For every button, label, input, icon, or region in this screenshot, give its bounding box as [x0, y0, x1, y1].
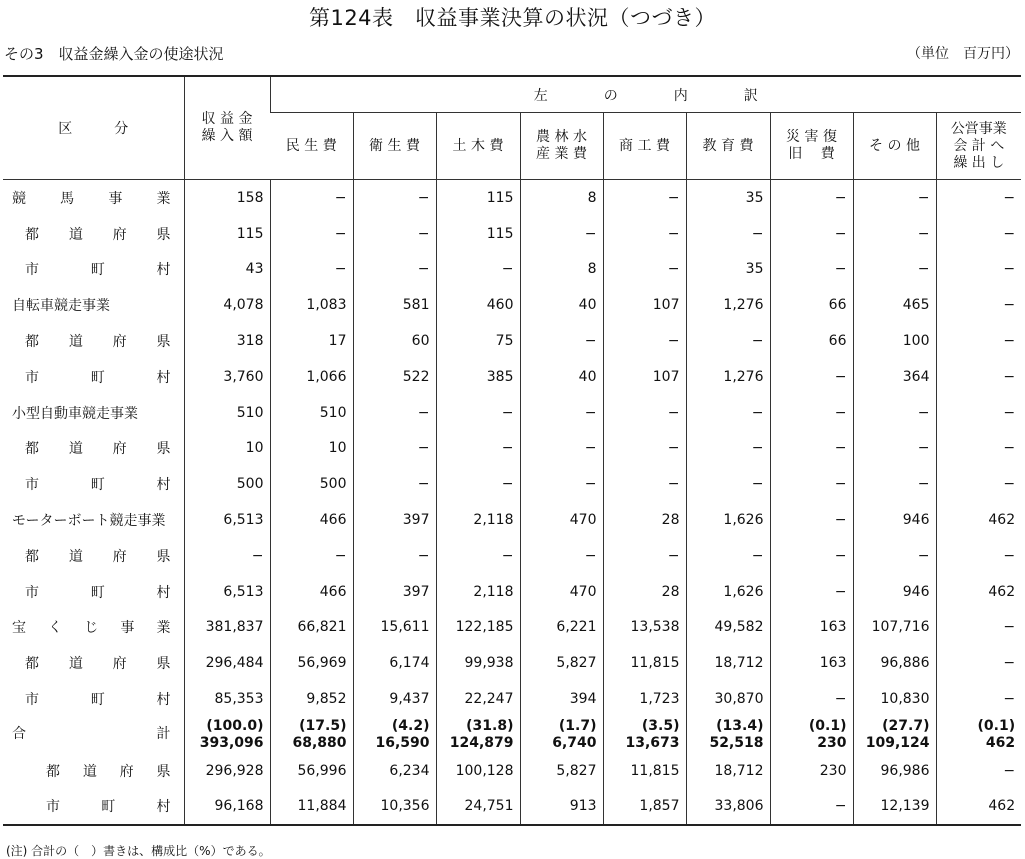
row-label: 合 計 [12, 726, 171, 743]
data-cell: 946 [853, 502, 936, 538]
data-cell: 60 [353, 323, 436, 359]
data-cell: 385 [436, 359, 520, 395]
data-cell: − [936, 180, 1021, 216]
data-cell: 96,168 [184, 789, 270, 826]
data-cell: − [770, 502, 853, 538]
data-cell: − [686, 323, 770, 359]
data-cell: − [603, 395, 686, 431]
data-cell: − [686, 395, 770, 431]
data-cell: 17 [270, 323, 353, 359]
data-cell: 1,276 [686, 287, 770, 323]
data-cell: 163 [770, 610, 853, 646]
data-cell: − [436, 395, 520, 431]
data-cell: − [686, 466, 770, 502]
data-cell: 296,484 [184, 645, 270, 681]
data-cell: 1,066 [270, 359, 353, 395]
row-label: 宝 く じ 事 業 [12, 620, 171, 637]
row-label: 小型自動車競走事業 [12, 405, 138, 422]
data-cell: 1,626 [686, 574, 770, 610]
data-cell: 462 [936, 502, 1021, 538]
data-cell: 397 [353, 502, 436, 538]
data-cell: − [853, 216, 936, 252]
data-cell: − [936, 681, 1021, 717]
data-cell: − [770, 431, 853, 467]
amount-value: 393,096 [199, 734, 264, 751]
data-cell: 500 [184, 466, 270, 502]
data-cell: − [770, 574, 853, 610]
data-cell: 122,185 [436, 610, 520, 646]
data-cell: − [520, 538, 603, 574]
data-cell: 460 [436, 287, 520, 323]
column-header: 災 害 復 旧 費 [770, 113, 853, 180]
data-cell: − [936, 610, 1021, 646]
table-row [3, 431, 1021, 467]
data-cell [603, 717, 686, 753]
table-row [3, 681, 1021, 717]
data-cell: 66 [770, 323, 853, 359]
data-cell: − [936, 753, 1021, 789]
ratio-value: (27.7) [882, 717, 930, 734]
data-cell: 158 [184, 180, 270, 216]
data-cell: − [770, 395, 853, 431]
data-cell: − [603, 466, 686, 502]
data-cell: 2,118 [436, 574, 520, 610]
data-cell [270, 717, 353, 753]
data-cell [686, 717, 770, 753]
data-cell: 6,513 [184, 502, 270, 538]
ratio-value: (0.1) [977, 717, 1016, 734]
data-cell: 510 [270, 395, 353, 431]
data-cell: 522 [353, 359, 436, 395]
data-cell: 33,806 [686, 789, 770, 826]
data-cell [853, 717, 936, 753]
data-cell: − [936, 359, 1021, 395]
data-cell: − [603, 180, 686, 216]
data-cell: 1,626 [686, 502, 770, 538]
table-row [3, 395, 1021, 431]
row-label: 市 町 村 [25, 477, 171, 494]
data-cell: − [353, 466, 436, 502]
ratio-value: (1.7) [558, 717, 597, 734]
table-row [3, 359, 1021, 395]
data-cell: − [853, 395, 936, 431]
data-cell: − [353, 538, 436, 574]
data-cell: − [853, 180, 936, 216]
data-cell: − [520, 395, 603, 431]
ratio-value: (100.0) [206, 717, 264, 734]
amount-value: 6,740 [552, 734, 597, 751]
data-cell: 500 [270, 466, 353, 502]
data-cell: − [770, 216, 853, 252]
table-subtitle: その3 収益金繰入金の使途状況 [4, 45, 224, 63]
data-cell: 8 [520, 252, 603, 288]
data-cell: − [770, 466, 853, 502]
data-cell: − [270, 216, 353, 252]
data-cell: 40 [520, 359, 603, 395]
data-cell: 5,827 [520, 645, 603, 681]
data-cell: − [520, 431, 603, 467]
row-label: 自転車競走事業 [12, 298, 110, 315]
table-title: 第124表 収益事業決算の状況（つづき） [308, 6, 717, 30]
data-table [3, 75, 1021, 826]
data-cell: 230 [770, 753, 853, 789]
row-label: 市 町 村 [25, 262, 171, 279]
data-cell: 28 [603, 574, 686, 610]
column-header: 商 工 費 [603, 113, 686, 180]
data-cell: 18,712 [686, 645, 770, 681]
row-label: 市 町 村 [46, 799, 171, 816]
data-cell: − [520, 466, 603, 502]
data-cell: 10,830 [853, 681, 936, 717]
data-cell: − [436, 538, 520, 574]
data-cell: 8 [520, 180, 603, 216]
transfer-header: 収 益 金 繰 入 額 [184, 76, 270, 180]
ratio-value: (4.2) [391, 717, 430, 734]
data-cell: 10 [184, 431, 270, 467]
data-cell: − [686, 431, 770, 467]
data-cell: 10 [270, 431, 353, 467]
data-cell: 11,884 [270, 789, 353, 826]
data-cell: − [770, 252, 853, 288]
data-cell: − [436, 466, 520, 502]
data-cell: − [353, 216, 436, 252]
data-cell: 9,852 [270, 681, 353, 717]
data-cell: 35 [686, 252, 770, 288]
data-cell: 15,611 [353, 610, 436, 646]
data-cell: 510 [184, 395, 270, 431]
data-cell: 462 [936, 574, 1021, 610]
data-cell: − [770, 359, 853, 395]
ratio-value: (0.1) [808, 717, 847, 734]
data-cell: − [853, 466, 936, 502]
table-row [3, 789, 1021, 826]
data-cell: 9,437 [353, 681, 436, 717]
data-cell: 85,353 [184, 681, 270, 717]
data-cell: − [603, 538, 686, 574]
data-cell: 56,969 [270, 645, 353, 681]
table-row [3, 574, 1021, 610]
data-cell: 364 [853, 359, 936, 395]
table-row [3, 502, 1021, 538]
amount-value: 13,673 [625, 734, 680, 751]
data-cell: 49,582 [686, 610, 770, 646]
data-cell [520, 717, 603, 753]
column-header: そ の 他 [853, 113, 936, 180]
data-cell: − [353, 431, 436, 467]
data-cell: − [270, 180, 353, 216]
column-header: 民 生 費 [270, 113, 353, 180]
data-cell [436, 717, 520, 753]
amount-value: 68,880 [292, 734, 347, 751]
data-cell: 470 [520, 574, 603, 610]
data-cell: 96,986 [853, 753, 936, 789]
table-row [3, 538, 1021, 574]
data-cell: 4,078 [184, 287, 270, 323]
column-header: 教 育 費 [686, 113, 770, 180]
total-row [3, 717, 1021, 753]
data-cell: 115 [436, 180, 520, 216]
data-cell: 2,118 [436, 502, 520, 538]
data-cell: − [436, 431, 520, 467]
table-row [3, 287, 1021, 323]
data-cell: 35 [686, 180, 770, 216]
data-cell: 115 [436, 216, 520, 252]
data-cell: 6,221 [520, 610, 603, 646]
data-cell: 1,276 [686, 359, 770, 395]
data-cell: 466 [270, 574, 353, 610]
data-cell: − [353, 180, 436, 216]
data-cell: 11,815 [603, 753, 686, 789]
data-cell: − [270, 538, 353, 574]
data-cell: 24,751 [436, 789, 520, 826]
amount-value: 109,124 [865, 734, 930, 751]
data-cell: 115 [184, 216, 270, 252]
data-cell: 6,513 [184, 574, 270, 610]
data-cell: − [603, 216, 686, 252]
data-cell [184, 717, 270, 753]
table-row [3, 753, 1021, 789]
data-cell: − [853, 252, 936, 288]
data-cell [770, 717, 853, 753]
data-cell: 163 [770, 645, 853, 681]
data-cell: − [936, 252, 1021, 288]
data-cell: 397 [353, 574, 436, 610]
data-cell: − [936, 287, 1021, 323]
data-cell: 3,760 [184, 359, 270, 395]
breakdown-header: 左 の 内 訳 [270, 76, 1021, 113]
data-cell: 10,356 [353, 789, 436, 826]
data-cell: 40 [520, 287, 603, 323]
row-label: モーターボート競走事業 [12, 513, 166, 530]
data-cell: 18,712 [686, 753, 770, 789]
data-cell: 6,234 [353, 753, 436, 789]
column-header: 公営事業 会 計 へ 繰 出 し [936, 113, 1021, 180]
data-cell: − [770, 538, 853, 574]
data-cell: − [270, 252, 353, 288]
data-cell: − [853, 538, 936, 574]
ratio-value: (17.5) [299, 717, 347, 734]
row-label: 都 道 府 県 [25, 334, 171, 351]
data-cell: − [936, 538, 1021, 574]
data-cell: 470 [520, 502, 603, 538]
amount-value: 462 [985, 734, 1016, 751]
ratio-value: (3.5) [641, 717, 680, 734]
data-cell: − [770, 681, 853, 717]
data-cell: − [520, 323, 603, 359]
data-cell: 28 [603, 502, 686, 538]
data-cell: 75 [436, 323, 520, 359]
table-row [3, 216, 1021, 252]
data-cell: − [936, 466, 1021, 502]
data-cell: 6,174 [353, 645, 436, 681]
data-cell: 100,128 [436, 753, 520, 789]
data-cell: 56,996 [270, 753, 353, 789]
data-cell: − [936, 431, 1021, 467]
column-header: 土 木 費 [436, 113, 520, 180]
amount-value: 124,879 [449, 734, 514, 751]
data-cell: − [520, 216, 603, 252]
row-label: 都 道 府 県 [25, 226, 171, 243]
data-cell: 107 [603, 359, 686, 395]
row-label: 都 道 府 県 [25, 656, 171, 673]
table-row [3, 252, 1021, 288]
data-cell: 913 [520, 789, 603, 826]
data-cell: 1,083 [270, 287, 353, 323]
data-cell: − [353, 252, 436, 288]
table-row [3, 645, 1021, 681]
data-cell [353, 717, 436, 753]
data-cell: − [686, 538, 770, 574]
amount-value: 16,590 [375, 734, 430, 751]
data-cell: 66,821 [270, 610, 353, 646]
row-label: 市 町 村 [25, 692, 171, 709]
table-row [3, 466, 1021, 502]
column-header: 衛 生 費 [353, 113, 436, 180]
data-cell: 66 [770, 287, 853, 323]
data-cell: 381,837 [184, 610, 270, 646]
data-cell: 465 [853, 287, 936, 323]
row-label: 都 道 府 県 [25, 441, 171, 458]
footnote: (注) 合計の（ ）書きは、構成比（%）である。 [6, 844, 271, 858]
data-cell: 30,870 [686, 681, 770, 717]
data-cell: 96,886 [853, 645, 936, 681]
row-label: 市 町 村 [25, 584, 171, 601]
data-cell: 13,538 [603, 610, 686, 646]
data-cell: − [686, 216, 770, 252]
data-cell [936, 717, 1021, 753]
row-label: 都 道 府 県 [25, 548, 171, 565]
data-cell: 1,857 [603, 789, 686, 826]
data-cell: − [936, 395, 1021, 431]
data-cell: − [184, 538, 270, 574]
data-cell: 107 [603, 287, 686, 323]
data-cell: 462 [936, 789, 1021, 826]
data-cell: 581 [353, 287, 436, 323]
category-header: 区 分 [3, 76, 184, 180]
data-cell: 107,716 [853, 610, 936, 646]
data-cell: − [936, 323, 1021, 359]
data-cell: 296,928 [184, 753, 270, 789]
amount-value: 52,518 [709, 734, 764, 751]
data-cell: 22,247 [436, 681, 520, 717]
data-cell: − [853, 431, 936, 467]
row-label: 都 道 府 県 [46, 763, 171, 780]
data-cell: 12,139 [853, 789, 936, 826]
data-cell: 43 [184, 252, 270, 288]
row-label: 市 町 村 [25, 369, 171, 386]
unit-label: （単位 百万円） [907, 46, 1019, 62]
amount-value: 230 [817, 734, 847, 751]
data-cell: − [936, 216, 1021, 252]
column-header: 農 林 水 産 業 費 [520, 113, 603, 180]
table-row [3, 610, 1021, 646]
data-cell: − [603, 323, 686, 359]
data-cell: 5,827 [520, 753, 603, 789]
data-cell: 466 [270, 502, 353, 538]
data-cell: − [770, 789, 853, 826]
table-row [3, 323, 1021, 359]
data-cell: 11,815 [603, 645, 686, 681]
data-cell: 100 [853, 323, 936, 359]
ratio-value: (31.8) [466, 717, 514, 734]
data-cell: − [603, 431, 686, 467]
data-cell: − [353, 395, 436, 431]
data-cell: 946 [853, 574, 936, 610]
data-cell: 394 [520, 681, 603, 717]
ratio-value: (13.4) [716, 717, 764, 734]
data-cell: − [770, 180, 853, 216]
data-cell: − [436, 252, 520, 288]
row-label: 競 馬 事 業 [12, 190, 171, 207]
data-cell: − [936, 645, 1021, 681]
data-cell: 99,938 [436, 645, 520, 681]
data-cell: 318 [184, 323, 270, 359]
data-cell: 1,723 [603, 681, 686, 717]
table-row [3, 180, 1021, 216]
data-cell: − [603, 252, 686, 288]
